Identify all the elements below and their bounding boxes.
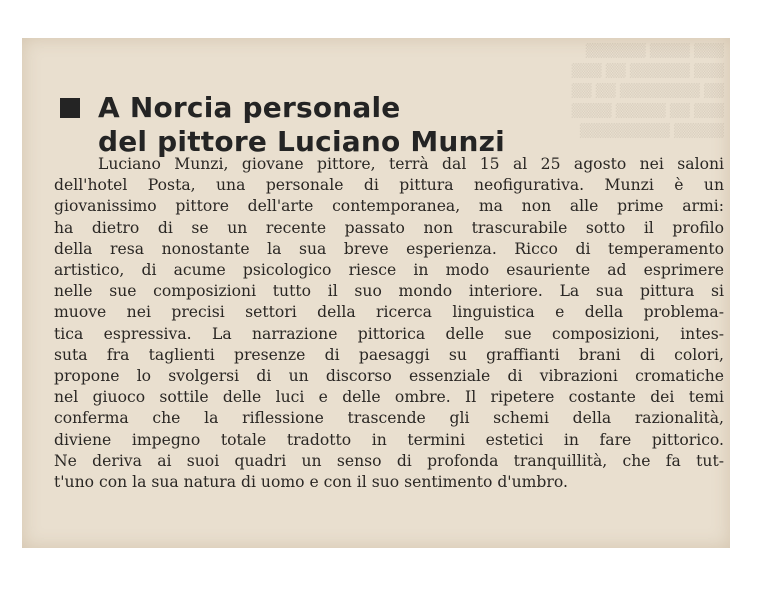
article-line: tica espressiva. La narrazione pittorica delle sue composizioni, intes- [54,324,724,343]
article-line: giovanissimo pittore dell'arte contemporanea, ma non alle prime armi: [54,197,724,216]
article-line: ha dietro di se un recente passato non trascurabile sotto il profilo [54,218,724,237]
article-line: suta fra taglienti presenze di paesaggi su graffianti brani di colori, [54,345,724,364]
article-line: Ne deriva ai suoi quadri un senso di profonda tranquillità, che fa tut- [54,451,724,470]
show-through-text: ▒▒▒ ▒▒▒▒ ▒▒▒▒▒▒ ▒▒▒ ▒▒▒▒▒▒ ▒▒ ▒▒▒ ▒▒ ▒▒▒▒▒▒▒▒ ▒▒ ▒▒ ▒▒▒ ▒▒ ▒▒▒▒▒ ▒▒▒▒ ▒▒▒▒▒ ▒▒▒▒▒▒▒▒▒ [571,44,724,139]
article-body [54,154,724,493]
article-line: nel giuoco sottile delle luci e delle ombre. Il ripetere costante dei temi [54,388,724,407]
article-line: dell'hotel Posta, una personale di pittura neofigurativa. Munzi è un [54,176,724,195]
article-line: della resa nonostante la sua breve esperienza. Ricco di temperamento [54,239,724,258]
article-line: conferma che la riflessione trascende gli schemi della razionalità, [54,409,724,428]
headline-line-1 [60,91,505,125]
newspaper-clipping [22,38,730,548]
article-line: nelle sue composizioni tutto il suo mondo interiore. La sua pittura si [54,282,724,301]
article-line: Luciano Munzi, giovane pittore, terrà dal 15 al 25 agosto nei saloni [98,155,724,173]
article-line: t'uno con la sua natura di uomo e con il suo sentimento d'umbro. [54,473,568,492]
article-line: muove nei precisi settori della ricerca linguistica e della problema- [54,303,724,322]
headline [60,91,505,159]
article-line: diviene impegno totale tradotto in termini estetici in fare pittorico. [54,430,724,449]
headline-text-1: A Norcia personale [98,90,401,124]
headline-line-2: del pittore Luciano Munzi [98,124,505,158]
article-line: artistico, di acume psicologico riesce in modo esauriente ad esprimere [54,261,724,280]
square-bullet-icon [60,98,80,118]
article-line: propone lo svolgersi di un discorso essenziale di vibrazioni cromatiche [54,367,724,386]
